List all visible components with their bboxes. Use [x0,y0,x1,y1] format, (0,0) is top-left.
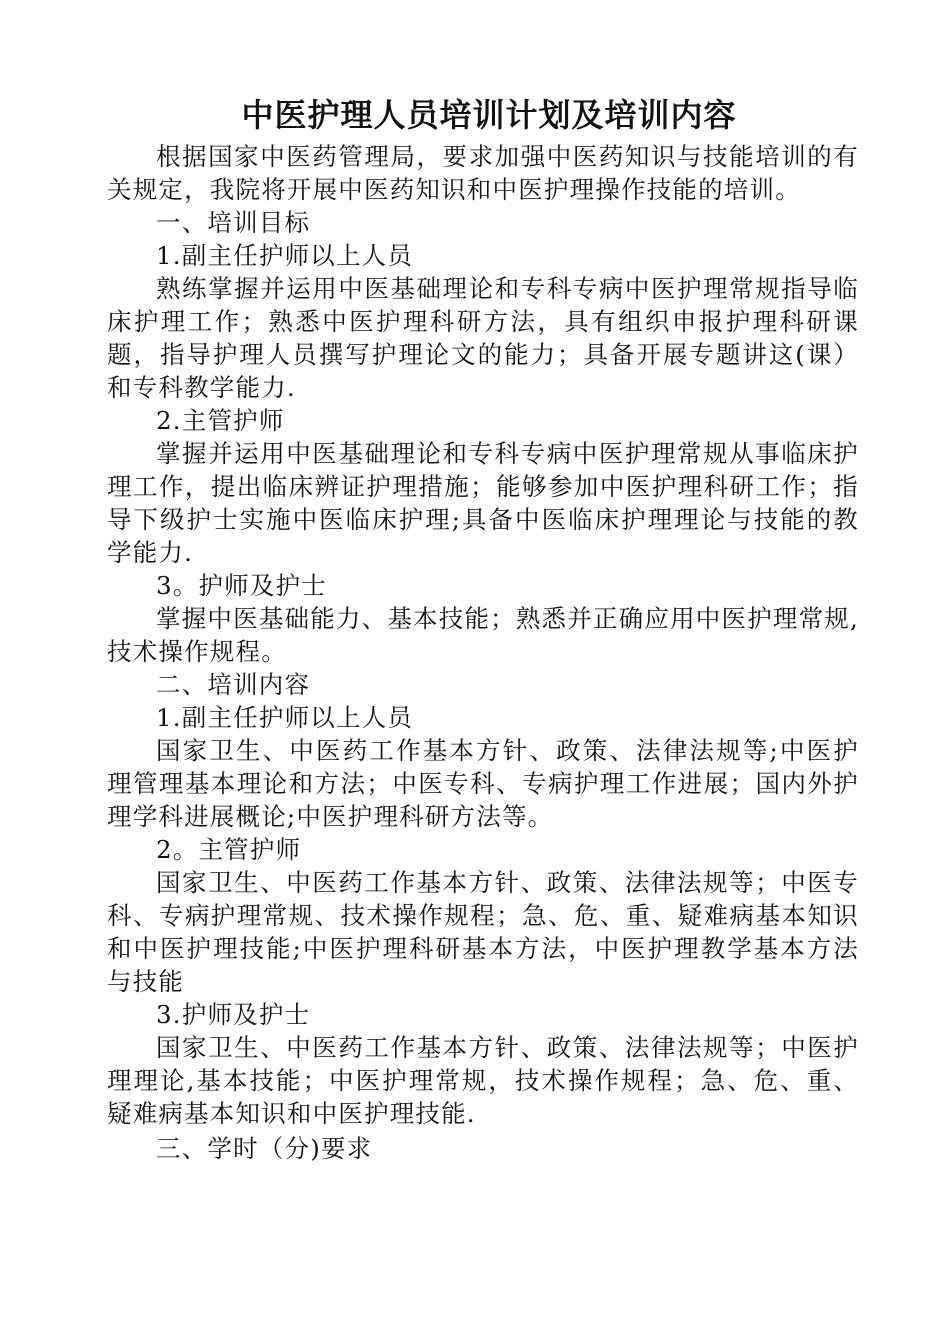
goal-body-senior-nurse: 熟练掌握并运用中医基础理论和专科专病中医护理常规指导临床护理工作；熟悉中医护理科研方法，具有组织申报护理科研课题，指导护理人员撰写护理论文的能力；具备开展专题讲这(课）和专科教学能力. [107,274,859,402]
section-heading-hours: 三、学时（分)要求 [156,1134,373,1163]
section-heading-content: 二、培训内容 [156,670,311,699]
content-body-nurse: 国家卫生、中医药工作基本方针、政策、法律法规等；中医护理理论,基本技能；中医护理常规，技术操作规程；急、危、重、疑难病基本知识和中医护理技能. [107,1033,859,1128]
document-page [107,92,859,1165]
goal-body-supervisor-nurse: 掌握并运用中医基础理论和专科专病中医护理常规从事临床护理工作，提出临床辨证护理措施；能够参加中医护理科研工作；指导下级护士实施中医临床护理;具备中医临床护理理论与技能的教学能力. [107,439,859,567]
goal-heading-senior-nurse: 1.副主任护师以上人员 [156,241,414,270]
document-title: 中医护理人员培训计划及培训内容 [241,96,737,134]
goal-body-nurse: 掌握中医基础能力、基本技能；熟悉并正确应用中医护理常规,技术操作规程。 [107,604,859,666]
content-body-senior-nurse: 国家卫生、中医药工作基本方针、政策、法律法规等;中医护理管理基本理论和方法；中医专科、专病护理工作进展；国内外护理学科进展概论;中医护理科研方法等。 [107,736,859,831]
intro-paragraph: 根据国家中医药管理局，要求加强中医药知识与技能培训的有关规定，我院将开展中医药知识和中医护理操作技能的培训。 [107,142,859,204]
goal-heading-nurse: 3。护师及护士 [156,571,327,600]
content-body-supervisor-nurse: 国家卫生、中医药工作基本方针、政策、法律法规等；中医专科、专病护理常规、技术操作规程；急、危、重、疑难病基本知识和中医护理技能;中医护理科研基本方法，中医护理教学基本方法与技能 [107,868,859,996]
section-heading-goals: 一、培训目标 [156,208,311,237]
content-heading-nurse: 3.护师及护士 [156,1000,311,1029]
goal-heading-supervisor-nurse: 2.主管护师 [156,406,285,435]
content-heading-senior-nurse: 1.副主任护师以上人员 [156,703,414,732]
content-heading-supervisor-nurse: 2。主管护师 [156,835,302,864]
